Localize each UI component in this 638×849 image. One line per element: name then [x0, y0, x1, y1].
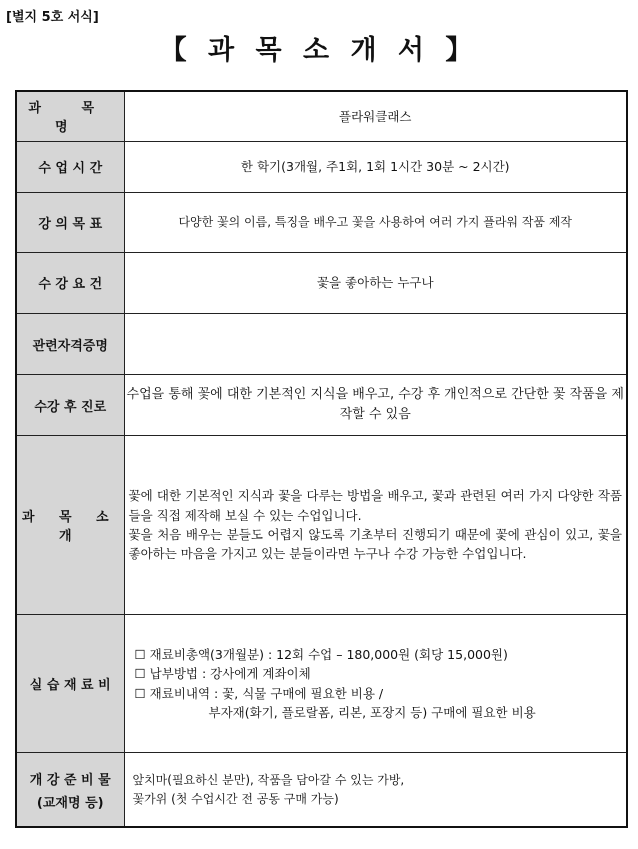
row-hours — [16, 141, 627, 192]
label-intro: 과 목 소 개 — [16, 436, 124, 614]
row-requirement — [16, 252, 627, 313]
row-goal — [16, 192, 627, 252]
value-goal: 다양한 꽃의 이름, 특징을 배우고 꽃을 사용하여 여러 가지 플라워 작품 제작 — [124, 192, 627, 252]
label-requirement: 수 강 요 건 — [16, 252, 124, 313]
fee-line-payment: ☐ 납부방법 : 강사에게 계좌이체 — [134, 666, 311, 682]
intro-paragraph-1: 꽃에 대한 기본적인 지식과 꽃을 다루는 방법을 배우고, 꽃과 관련된 여러 가지 다양한 작품들을 직접 제작해 보실 수 있는 수업입니다. — [128, 488, 622, 523]
value-requirement: 꽃을 좋아하는 누구나 — [124, 252, 627, 313]
value-intro — [124, 436, 627, 614]
row-subject — [16, 91, 627, 141]
value-hours: 한 학기(3개월, 주1회, 1회 1시간 30분 ~ 2시간) — [124, 141, 627, 192]
value-cert — [124, 314, 627, 375]
row-intro — [16, 436, 627, 614]
value-subject: 플라워클래스 — [124, 91, 627, 141]
value-books — [124, 753, 627, 827]
books-line-2: 꽃가위 (첫 수업시간 전 공동 구매 가능) — [132, 791, 339, 806]
fee-line-details: ☐ 재료비내역 : 꽃, 식물 구매에 필요한 비용 / — [134, 685, 384, 701]
course-intro-table — [15, 90, 628, 828]
label-cert: 관련자격증명 — [16, 314, 124, 375]
label-books-line1: 개 강 준 비 물 — [29, 772, 111, 788]
row-books — [16, 753, 627, 827]
label-subject: 과 목 명 — [16, 91, 124, 141]
books-line-1: 앞치마(필요하신 분만), 작품을 담아갈 수 있는 가방, — [132, 773, 405, 788]
label-fee: 실 습 재 료 비 — [16, 614, 124, 752]
fee-line-details-cont: 부자재(화기, 플로랄폼, 리본, 포장지 등) 구매에 필요한 비용 — [208, 704, 536, 720]
document-title: 【 과 목 소 개 서 】 — [159, 35, 479, 66]
row-cert — [16, 314, 627, 375]
label-goal: 강 의 목 표 — [16, 192, 124, 252]
label-books-line2: (교재명 등) — [36, 795, 104, 811]
fee-line-total: ☐ 재료비총액(3개월분) : 12회 수업 – 180,000원 (회당 15,000원) — [134, 646, 508, 662]
label-hours: 수 업 시 간 — [16, 141, 124, 192]
value-career: 수업을 통해 꽃에 대한 기본적인 지식을 배우고, 수강 후 개인적으로 간단한 꽃 작품을 제작할 수 있음 — [124, 375, 627, 436]
row-fee — [16, 614, 627, 752]
row-career — [16, 375, 627, 436]
form-number-tag: [별지 5호 서식] — [6, 10, 99, 25]
label-career: 수강 후 진로 — [16, 375, 124, 436]
value-fee — [124, 614, 627, 752]
label-books — [16, 753, 124, 827]
intro-paragraph-2: 꽃을 처음 배우는 분들도 어렵지 않도록 기초부터 진행되기 때문에 꽃에 관심이 있고, 꽃을 좋아하는 마음을 가지고 있는 분들이라면 누구나 수강 가능한 수업입니다. — [128, 527, 622, 562]
